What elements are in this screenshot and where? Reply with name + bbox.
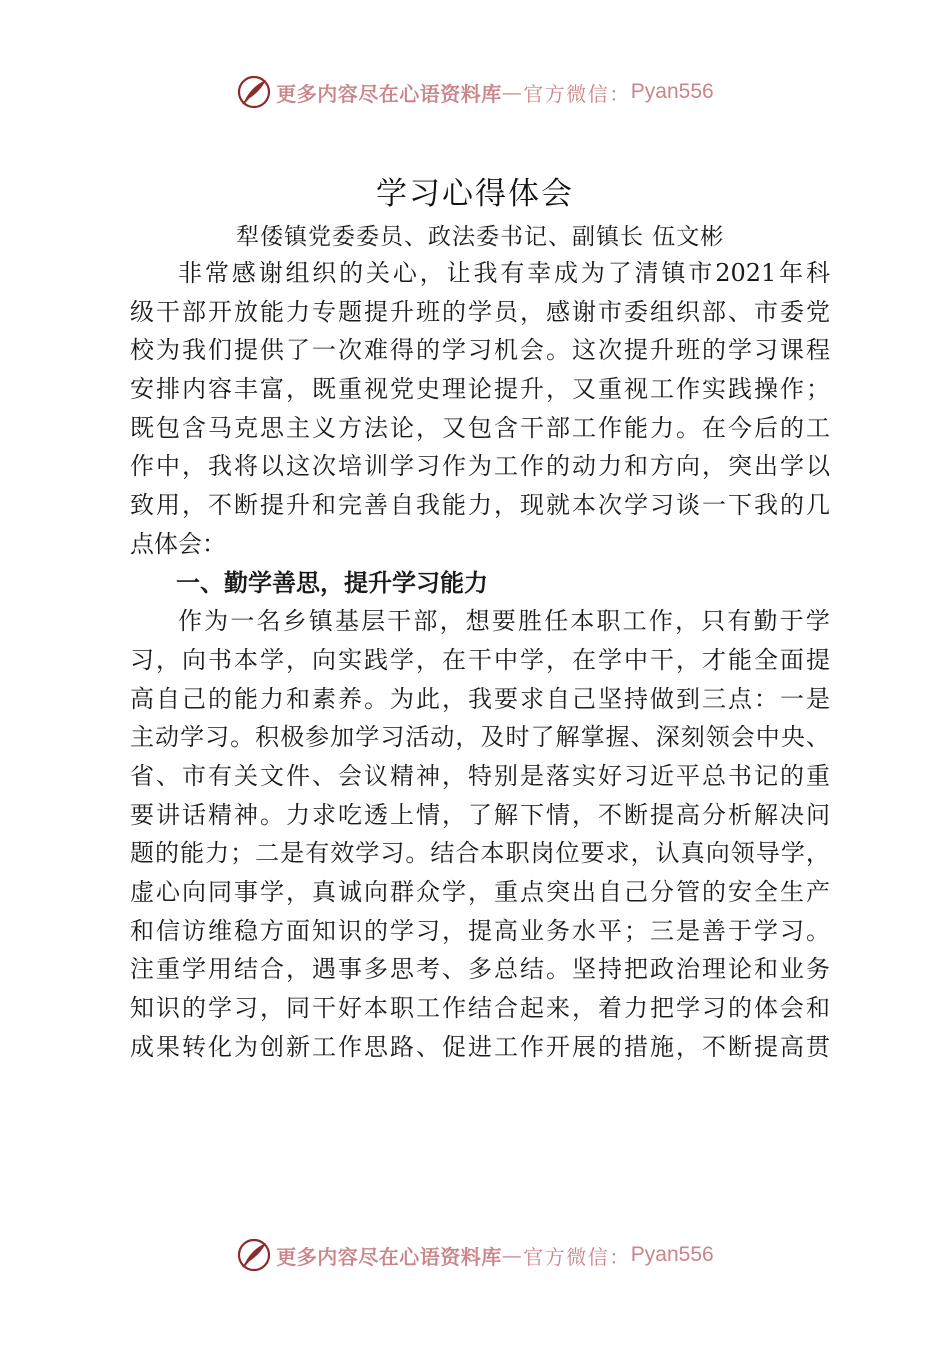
paragraph-line: 主 动 学 习 。 积 极 参 加 学 习 活 动 ， 及 时 了 解 掌 握 、 深 刻 领 会 中 央 、 — [130, 723, 830, 752]
paragraph-line: 安 排 内 容 丰 富 ， 既 重 视 党 史 理 论 提 升 ， 又 重 视 工 作 实 践 操 作 ； — [130, 375, 830, 404]
watermark-header — [0, 72, 950, 112]
paragraph-line: 非 常 感 谢 组 织 的 关 心 ， 让 我 有 幸 成 为 了 清 镇 市 2021 年 科 — [178, 259, 830, 287]
paragraph-line: 注 重 学 用 结 合 ， 遇 事 多 思 考 、 多 总 结 。 坚 持 把 政 治 理 论 和 业 务 — [130, 955, 830, 984]
quill-logo-icon — [236, 74, 272, 110]
paragraph-line: 成 果 转 化 为 创 新 工 作 思 路 、 促 进 工 作 开 展 的 措 施 ， 不 断 提 高 贯 — [130, 1032, 830, 1061]
paragraph-line: 作 中 ， 我 将 以 这 次 培 训 学 习 作 为 工 作 的 动 力 和 方 向 ， 突 出 学 以 — [130, 452, 830, 481]
paragraph-line: 级 干 部 开 放 能 力 专 题 提 升 班 的 学 员 ， 感 谢 市 委 组 织 部 、 市 委 党 — [130, 297, 830, 326]
section-heading: 一、勤学善思，提升学习能力 — [176, 568, 488, 597]
paragraph-line: 和 信 访 维 稳 方 面 知 识 的 学 习 ， 提 高 业 务 水 平 ； 三 是 善 于 学 习 。 — [130, 916, 830, 945]
watermark-text: 官方微信： — [523, 81, 631, 106]
paragraph-line: 要 讲 话 精 神 。 力 求 吃 透 上 情 ， 了 解 下 情 ， 不 断 提 高 分 析 解 决 问 — [130, 800, 830, 829]
paragraph-line: 致 用 ， 不 断 提 升 和 完 善 自 我 能 力 ， 现 就 本 次 学 习 谈 一 下 我 的 几 — [130, 491, 830, 520]
watermark-label: 更多内容尽在心语资料库 — [276, 81, 502, 106]
paragraph-line: 习 ， 向 书 本 学 ， 向 实 践 学 ， 在 干 中 学 ， 在 学 中 干 ， 才 能 全 面 提 — [130, 645, 830, 674]
watermark-dash: — — [501, 1243, 524, 1267]
watermark-wechat-id: Pyan556 — [630, 80, 714, 103]
paragraph-line: 高 自 己 的 能 力 和 素 养 。 为 此 ， 我 要 求 自 己 坚 持 做 到 三 点 ： 一 是 — [130, 684, 830, 713]
paragraph-line: 作 为 一 名 乡 镇 基 层 干 部 ， 想 要 胜 任 本 职 工 作 ， 只 有 勤 于 学 — [178, 607, 830, 636]
paragraph-line: 省 、 市 有 关 文 件 、 会 议 精 神 ， 特 别 是 落 实 好 习 近 平 总 书 记 的 重 — [130, 761, 830, 790]
quill-logo-icon — [236, 1237, 272, 1273]
paragraph-line: 虚 心 向 同 事 学 ， 真 诚 向 群 众 学 ， 重 点 突 出 自 己 分 管 的 安 全 生 产 — [130, 878, 830, 906]
paragraph-line: 校 为 我 们 提 供 了 一 次 难 得 的 学 习 机 会 。 这 次 提 升 班 的 学 习 课 程 — [130, 336, 830, 365]
author-line: 犁倭镇党委委员、政法委书记、副镇长 伍文彬 — [236, 224, 725, 250]
paragraph-line: 知 识 的 学 习 ， 同 干 好 本 职 工 作 结 合 起 来 ， 着 力 把 学 习 的 体 会 和 — [130, 994, 830, 1023]
watermark-footer — [0, 1235, 950, 1275]
paragraph-line: 点 体 会 ： — [130, 529, 226, 558]
document-title: 学习心得体会 — [376, 176, 574, 212]
paragraph-line: 既 包 含 马 克 思 主 义 方 法 论 ， 又 包 含 干 部 工 作 能 力 。 在 今 后 的 工 — [130, 413, 830, 442]
paragraph-line: 题 的 能 力 ； 二 是 有 效 学 习 。 结 合 本 职 岗 位 要 求 ， 认 真 向 领 导 学 ， — [130, 839, 830, 868]
watermark-wechat-id: Pyan556 — [630, 1243, 714, 1266]
watermark-dash: — — [501, 80, 524, 104]
document-body — [130, 254, 830, 1066]
watermark-text: 官方微信： — [523, 1244, 631, 1269]
watermark-label: 更多内容尽在心语资料库 — [276, 1244, 502, 1269]
